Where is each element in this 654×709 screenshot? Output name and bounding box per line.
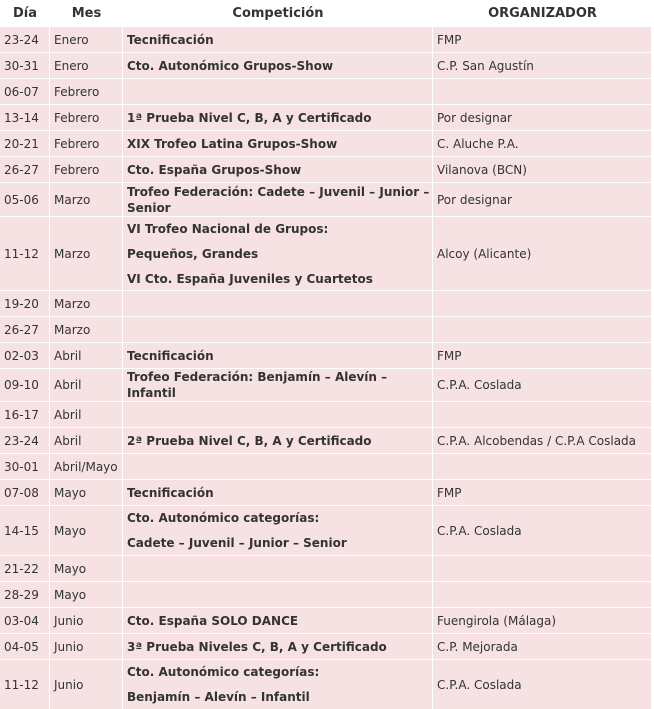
cell-competicion <box>123 368 433 401</box>
competition-line: Tecnificación <box>127 348 214 363</box>
competition-line: VI Cto. España Juveniles y Cuartetos <box>127 271 373 286</box>
cell-dia: 16-17 <box>0 401 50 427</box>
cell-organizador <box>433 316 652 342</box>
cell-dia: 09-10 <box>0 368 50 401</box>
cell-organizador: C.P.A. Coslada <box>433 368 652 401</box>
cell-mes: Marzo <box>50 216 123 290</box>
cell-dia: 21-22 <box>0 555 50 581</box>
cell-organizador: Alcoy (Alicante) <box>433 216 652 290</box>
competition-line: VI Trofeo Nacional de Grupos: <box>127 221 329 236</box>
cell-dia: 20-21 <box>0 130 50 156</box>
competition-line: XIX Trofeo Latina Grupos-Show <box>127 136 338 151</box>
cell-mes: Junio <box>50 607 123 633</box>
cell-mes: Abril <box>50 401 123 427</box>
cell-competicion <box>123 290 433 316</box>
cell-competicion <box>123 26 433 52</box>
cell-competicion <box>123 78 433 104</box>
table-row <box>0 479 652 505</box>
cell-competicion <box>123 505 433 555</box>
cell-organizador <box>433 290 652 316</box>
cell-mes: Mayo <box>50 581 123 607</box>
cell-organizador <box>433 453 652 479</box>
cell-organizador: FMP <box>433 26 652 52</box>
cell-competicion <box>123 659 433 709</box>
cell-mes: Febrero <box>50 156 123 182</box>
table-body <box>0 26 652 709</box>
table-row <box>0 316 652 342</box>
cell-dia: 02-03 <box>0 342 50 368</box>
cell-competicion <box>123 607 433 633</box>
cell-organizador: Vilanova (BCN) <box>433 156 652 182</box>
cell-competicion <box>123 156 433 182</box>
table-row <box>0 156 652 182</box>
competition-line: Benjamín – Alevín – Infantil <box>127 690 310 704</box>
table-row <box>0 216 652 290</box>
cell-mes: Abril/Mayo <box>50 453 123 479</box>
table-row <box>0 290 652 316</box>
table-row <box>0 453 652 479</box>
cell-competicion <box>123 555 433 581</box>
cell-competicion <box>123 52 433 78</box>
cell-organizador: Fuengirola (Málaga) <box>433 607 652 633</box>
cell-competicion <box>123 342 433 368</box>
competition-line: Cadete – Juvenil – Junior – Senior <box>127 536 347 550</box>
competition-line: 2ª Prueba Nivel C, B, A y Certificado <box>127 433 372 448</box>
table-row <box>0 130 652 156</box>
cell-organizador <box>433 581 652 607</box>
cell-dia: 14-15 <box>0 505 50 555</box>
table-row <box>0 52 652 78</box>
cell-organizador: Por designar <box>433 104 652 130</box>
cell-competicion <box>123 479 433 505</box>
competition-line: Tecnificación <box>127 485 214 500</box>
cell-organizador: C.P.A. Coslada <box>433 659 652 709</box>
cell-organizador: C. Aluche P.A. <box>433 130 652 156</box>
competition-line: Cto. Autonómico categorías: <box>127 665 320 679</box>
cell-competicion <box>123 427 433 453</box>
table-row <box>0 633 652 659</box>
cell-dia: 07-08 <box>0 479 50 505</box>
competition-line: 3ª Prueba Niveles C, B, A y Certificado <box>127 639 387 654</box>
cell-organizador: C.P. Mejorada <box>433 633 652 659</box>
cell-mes: Mayo <box>50 479 123 505</box>
cell-competicion <box>123 104 433 130</box>
table-row <box>0 26 652 52</box>
cell-organizador: C.P.A. Coslada <box>433 505 652 555</box>
table-row <box>0 401 652 427</box>
cell-dia: 11-12 <box>0 216 50 290</box>
cell-mes: Abril <box>50 368 123 401</box>
competition-line: Cto. Autonómico categorías: <box>127 511 320 525</box>
cell-mes: Junio <box>50 633 123 659</box>
cell-dia: 28-29 <box>0 581 50 607</box>
cell-dia: 13-14 <box>0 104 50 130</box>
cell-dia: 19-20 <box>0 290 50 316</box>
competition-line: Cto. España Grupos-Show <box>127 162 302 177</box>
cell-organizador: FMP <box>433 342 652 368</box>
competition-line: Pequeños, Grandes <box>127 246 259 261</box>
cell-dia: 23-24 <box>0 427 50 453</box>
cell-competicion <box>123 182 433 216</box>
cell-organizador: FMP <box>433 479 652 505</box>
cell-dia: 26-27 <box>0 316 50 342</box>
cell-competicion <box>123 316 433 342</box>
cell-mes: Abril <box>50 342 123 368</box>
table-row <box>0 607 652 633</box>
cell-dia: 26-27 <box>0 156 50 182</box>
cell-mes: Marzo <box>50 182 123 216</box>
cell-mes: Marzo <box>50 290 123 316</box>
cell-organizador: Por designar <box>433 182 652 216</box>
cell-mes: Abril <box>50 427 123 453</box>
cell-mes: Mayo <box>50 505 123 555</box>
competition-line: Trofeo Federación: Benjamín – Alevín – Infantil <box>127 370 388 400</box>
table-row <box>0 555 652 581</box>
cell-dia: 06-07 <box>0 78 50 104</box>
cell-organizador: C.P. San Agustín <box>433 52 652 78</box>
header-dia: Día <box>0 0 50 26</box>
cell-organizador <box>433 401 652 427</box>
cell-organizador: C.P.A. Alcobendas / C.P.A Coslada <box>433 427 652 453</box>
table-row <box>0 182 652 216</box>
cell-organizador <box>433 555 652 581</box>
table-row <box>0 104 652 130</box>
cell-competicion <box>123 401 433 427</box>
table-row <box>0 505 652 555</box>
cell-competicion <box>123 216 433 290</box>
table-row <box>0 427 652 453</box>
cell-competicion <box>123 581 433 607</box>
cell-dia: 23-24 <box>0 26 50 52</box>
cell-mes: Mayo <box>50 555 123 581</box>
table-row <box>0 581 652 607</box>
cell-mes: Enero <box>50 52 123 78</box>
competition-line: Tecnificación <box>127 32 214 47</box>
cell-mes: Marzo <box>50 316 123 342</box>
cell-mes: Febrero <box>50 104 123 130</box>
header-organizador: ORGANIZADOR <box>433 0 652 26</box>
cell-organizador <box>433 78 652 104</box>
header-row <box>0 0 652 26</box>
competition-line: Cto. España SOLO DANCE <box>127 613 299 628</box>
cell-dia: 04-05 <box>0 633 50 659</box>
competition-line: Trofeo Federación: Cadete – Juvenil – Junior – Senior <box>127 184 430 215</box>
table-row <box>0 78 652 104</box>
table-row <box>0 659 652 709</box>
cell-competicion <box>123 453 433 479</box>
cell-competicion <box>123 633 433 659</box>
table-row <box>0 368 652 401</box>
cell-mes: Junio <box>50 659 123 709</box>
cell-dia: 03-04 <box>0 607 50 633</box>
cell-dia: 30-31 <box>0 52 50 78</box>
header-competicion: Competición <box>123 0 433 26</box>
competition-line: 1ª Prueba Nivel C, B, A y Certificado <box>127 110 372 125</box>
cell-mes: Enero <box>50 26 123 52</box>
cell-mes: Febrero <box>50 130 123 156</box>
competition-line: Cto. Autonómico Grupos-Show <box>127 58 334 73</box>
cell-dia: 11-12 <box>0 659 50 709</box>
cell-dia: 30-01 <box>0 453 50 479</box>
cell-competicion <box>123 130 433 156</box>
header-mes: Mes <box>50 0 123 26</box>
cell-dia: 05-06 <box>0 182 50 216</box>
table-row <box>0 342 652 368</box>
cell-mes: Febrero <box>50 78 123 104</box>
